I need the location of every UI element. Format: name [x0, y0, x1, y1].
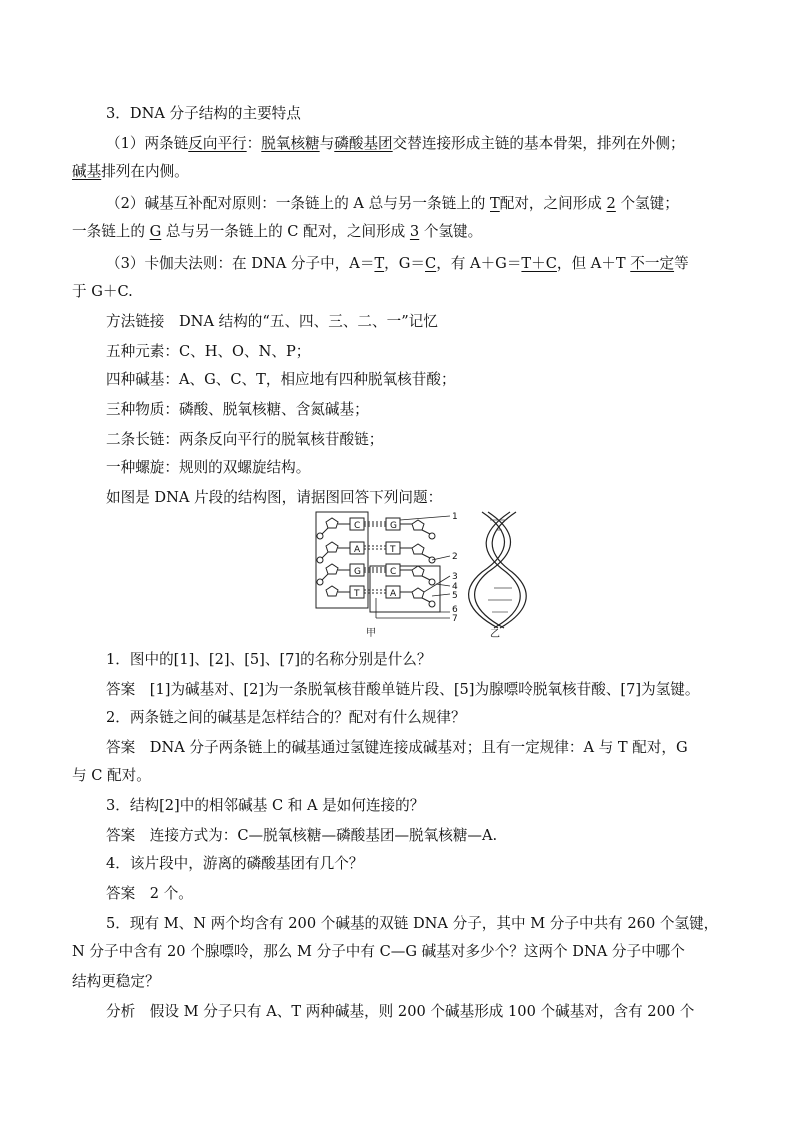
base-label: A — [390, 589, 397, 599]
text: 一条链上的 — [72, 223, 150, 240]
backbone-left — [317, 518, 350, 596]
text: 等 — [674, 255, 689, 272]
underlined-term: G — [149, 223, 162, 240]
text: 配对，之间形成 — [499, 195, 607, 212]
helix-strands — [469, 512, 527, 628]
method-item: 三种物质：磷酸、脱氧核糖、含氮碱基； — [106, 401, 369, 418]
method-item: 四种碱基：A、G、C、T，相应地有四种脱氧核苷酸； — [106, 371, 456, 388]
underlined-term: 磷酸基团 — [334, 135, 393, 152]
callout-numbers — [452, 512, 458, 624]
underlined-term: 碱基 — [72, 163, 102, 180]
question-5-line-3: 结构更稳定？ — [72, 973, 160, 990]
base-label: C — [390, 567, 397, 577]
text: 交替连接形成主链的基本骨架，排列在外侧； — [392, 135, 685, 152]
paragraph-2-line-2 — [72, 222, 482, 242]
text: 个氢键。 — [419, 223, 483, 240]
paragraph-3-line-1 — [106, 254, 689, 274]
base-label: A — [354, 545, 361, 555]
answer-3: 答案 连接方式为：C—脱氧核糖—磷酸基团—脱氧核糖—A. — [106, 827, 498, 844]
answer-2-line-2: 与 C 配对。 — [72, 767, 151, 784]
underlined-term: T — [490, 195, 500, 212]
text: （3）卡伽夫法则：在 DNA 分子中，A＝ — [106, 255, 375, 272]
method-item: 一种螺旋：规则的双螺旋结构。 — [106, 459, 311, 476]
underlined-term: 2 — [606, 195, 616, 212]
paragraph-3-line-2: 于 G＋C. — [72, 283, 133, 300]
underlined-term: 3 — [409, 223, 420, 240]
answer-4: 答案 2 个。 — [106, 885, 193, 902]
underlined-term: 不一定 — [630, 255, 675, 272]
question-1: 1．图中的[1]、[2]、[5]、[7]的名称分别是什么？ — [106, 651, 432, 668]
base-label: C — [354, 521, 361, 531]
figure-caption-right: 乙 — [490, 629, 500, 638]
text: 排列在内侧。 — [101, 163, 189, 180]
underlined-term: 脱氧核糖 — [261, 135, 320, 152]
question-5-line-2: N 分子中含有 20 个腺嘌呤，那么 M 分子中有 C—G 碱基对多少个？这两个 DNA 分子中哪个 — [72, 943, 685, 960]
backbone-right — [400, 520, 435, 607]
figure-intro: 如图是 DNA 片段的结构图，请据图回答下列问题： — [106, 489, 443, 506]
method-item: 二条长链：两条反向平行的脱氧核苷酸链； — [106, 431, 384, 448]
figure-caption-left: 甲 — [366, 628, 376, 638]
text: ，但 A＋T — [556, 255, 631, 272]
method-item: 五种元素：C、H、O、N、P； — [106, 343, 311, 360]
base-label: T — [354, 589, 360, 599]
double-helix-diagram — [460, 508, 540, 638]
base-label: T — [390, 545, 396, 555]
text: 个氢键； — [615, 195, 679, 212]
question-4: 4．该片段中，游离的磷酸基团有几个？ — [106, 855, 364, 872]
question-5-line-1: 5．现有 M、N 两个均含有 200 个碱基的双链 DNA 分子，其中 M 分子中共有 260 个氢键， — [106, 915, 719, 932]
underlined-term: T — [374, 255, 385, 272]
base-label: G — [390, 521, 397, 531]
paragraph-1-line-1 — [106, 134, 685, 154]
analysis: 分析 假设 M 分子只有 A、T 两种碱基，则 200 个碱基形成 100 个碱基对，含有 200 个 — [106, 1003, 695, 1020]
callout-number: 4 — [452, 582, 458, 592]
text: 与 — [319, 135, 335, 152]
text: （1）两条链 — [106, 135, 189, 152]
callout-number: 6 — [452, 605, 458, 615]
paragraph-1-line-2 — [72, 162, 189, 182]
base-label: G — [354, 567, 361, 577]
answer-2-line-1: 答案 DNA 分子两条链上的碱基通过氢键连接成碱基对；且有一定规律：A 与 T 配对，G — [106, 739, 688, 756]
callout-number: 3 — [452, 572, 458, 582]
text: ，G＝ — [384, 255, 426, 272]
underlined-term: 反向平行 — [188, 135, 247, 152]
callout-number: 1 — [452, 512, 458, 522]
text: ： — [246, 135, 262, 152]
callout-number: 7 — [452, 614, 458, 624]
underlined-term: T＋C — [521, 255, 557, 272]
method-title: 方法链接 DNA 结构的“五、四、三、二、一”记忆 — [106, 313, 438, 330]
question-3: 3．结构[2]中的相邻碱基 C 和 A 是如何连接的？ — [106, 797, 425, 814]
text: （2）碱基互补配对原则：一条链上的 A 总与另一条链上的 — [106, 195, 490, 212]
question-2: 2．两条链之间的碱基是怎样结合的？配对有什么规律？ — [106, 709, 466, 726]
underlined-term: C — [425, 255, 437, 272]
callout-number: 5 — [452, 591, 458, 601]
paragraph-2-line-1 — [106, 194, 679, 214]
callout-number: 2 — [452, 552, 458, 562]
answer-1: 答案 [1]为碱基对、[2]为一条脱氧核苷酸单链片段、[5]为腺嘌呤脱氧核苷酸、[7]为氢键。 — [106, 681, 700, 698]
section-title: 3．DNA 分子结构的主要特点 — [106, 105, 301, 122]
text: 总与另一条链上的 C 配对，之间形成 — [161, 223, 410, 240]
text: ，有 A＋G＝ — [436, 255, 522, 272]
